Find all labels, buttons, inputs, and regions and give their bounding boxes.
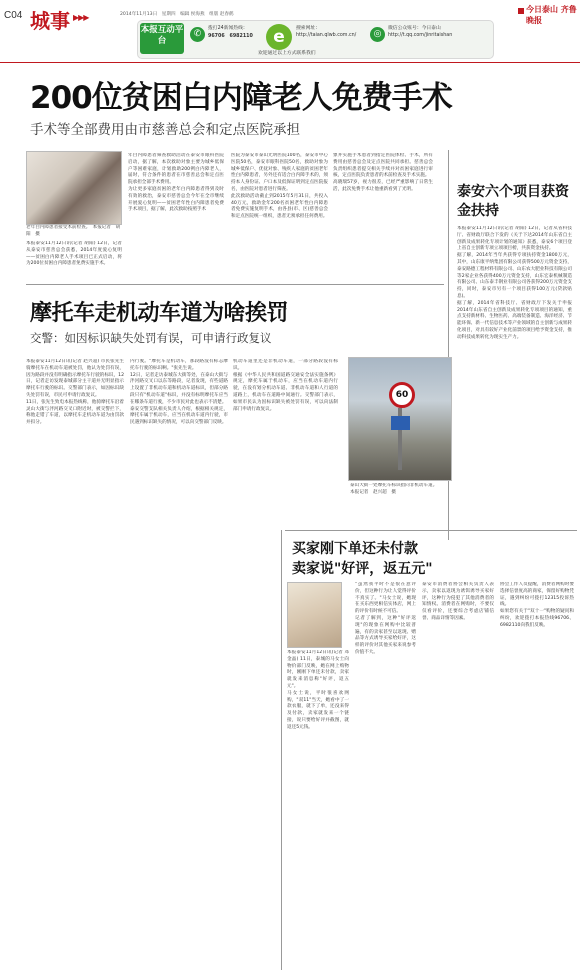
interaction-footer: 欢迎通过以上方式联系我们	[258, 51, 316, 56]
weixin-icon: ◎	[370, 27, 385, 42]
story4-col1: 本报泰安11月12日讯(记者 邓金晶) 11日，泰城的马女士向物价部门反映，她在网上购物时，刚刚下单还未付款，卖家就发来消息称"好评，返五元"。 马女士说，平时很喜欢网购，"双11"当天，她看中了一款衣服，就下了单，还没来得及付款，卖家就发来一个链接，说只要给好评并截图，就返还5元钱。	[287, 650, 349, 730]
dateline: 2014年11月13日 星期四 编辑 侯海燕 组版 赵春鹤	[120, 12, 234, 17]
story4-headline: 买家刚下单还未付款	[292, 541, 418, 557]
direction-sign	[391, 416, 410, 430]
section-title: 城事	[30, 9, 70, 33]
story3-col2: 内行驶。"摩托车是机动车，那段路没有标志摩托车行驶的标识啊。"张先生说。 12日，记者走访泰城东大街等处，在泰山大街与泮河路交叉口以东等路段，记者发现，有些道路上设置了非机动车道和机动车道标识，但部分路段只有"机动车道"标识，并没有标明摩托车应当在哪条车道行驶，不少市民对此也表示不清楚。 泰安交警支队相关负责人介绍，根据相关规定，摩托车属于机动车，应当在机动车道内行驶，市民遇到标识缺失的情况，可以向交警部门反映。	[130, 359, 228, 426]
story-divider	[285, 530, 577, 531]
story3-headline: 摩托车走机动车道为啥挨罚	[30, 301, 289, 326]
story3-photo-caption: 泰山大街一处摩托车标识指向非机动车道。 本报记者 赵兴超 摄	[350, 483, 440, 495]
page-number: C04	[4, 10, 23, 21]
story1-subhead: 手术等全部费用由市慈善总会和定点医院承担	[30, 122, 300, 138]
weixin-label: 微信公众账号：今日泰山	[388, 26, 441, 31]
weibo-url[interactable]: http://taian.qlwb.com.cn/	[296, 33, 357, 38]
story3-photo	[348, 357, 452, 481]
story2-headline: 泰安六个项目获资金扶持	[457, 184, 569, 219]
chevron-arrows-icon: ▶▶▶	[73, 13, 89, 22]
story1-headline: 200位贫困白内障老人免费手术	[30, 80, 452, 116]
story2-body: 本报泰安11月12日讯(记者 胡阳) 12日，记者从省科技厅、省财政厅联合下发的《关于下达2014年山东省自主创新及成果转化专项计划的通知》获悉，泰安6个项目登上省自主创新专项立项项目榜，共获资金扶持。 据了解，2014年当年共获得专项扶持资金1800万元，其中，山东康平纳集团有限公司获得500万元资金支持，泰安路德工程材料有限公司、山东农大肥业科技有限公司等2家企业各获得400万元资金支持，山东宏泰机械制造有限公司、山东泰丰钢业有限公司各获得200万元资金支持，同时，泰安市另有一个项目获得100万元(贷款贴息)。 据了解，2014年省科技厅、省财政厅下发关于申报2014年山东省自主创新及成果转化专项项目的通知，重点支持新材料、生物医药、高端装备制造、海洋经济、节能环保、新一代信息技术等产业领域的自主创新与成果转化项目，对具有较好产业化前景的项目给予资金支持，推动科技成果转化为现实生产力。	[457, 226, 572, 340]
spacer-dot	[345, 582, 346, 583]
story3-col3: 机动车道里还是非机动车道，一部分路段没有标识。 根据《中华人民共和国道路交通安全法实施条例》规定，摩托车属于机动车，应当在机动车道内行驶，在没有划分机动车道、非机动车道和人行道的道路上，机动车在道路中间通行。交警部门表示，如果市民认为因标识缺失被处罚有误，可以向法制部门申请行政复议。	[233, 359, 338, 412]
story1-photo-caption: 老年白内障患者接受术前检查。 本报记者 胡阳 摄	[26, 225, 121, 237]
column-divider	[281, 530, 282, 970]
interaction-tag: 本报互动平台	[140, 23, 184, 54]
story1-col4: 象并实施手术患者到指定医院体检、手术，所有费用由慈善总会及定点医院共同承担。慈善总会负责组织患者提交相关手续并对贫困家庭进行审核，定点医院负责患者的术前检查及手术实施。 高晓瑞57岁，视力很差，已经严重影响了日常生活，此次免费手术让他重新看到了光明。	[333, 153, 433, 192]
speed-limit-sign: 60	[389, 382, 415, 408]
weixin-url[interactable]: http://t.qq.com/jinritaishan	[388, 33, 453, 38]
column-divider	[448, 150, 449, 540]
story4-photo	[287, 582, 342, 648]
header-rule	[0, 62, 580, 63]
hotline-label: 拨打24新闻热线：	[208, 26, 248, 31]
web-e-icon: e	[266, 24, 292, 50]
story4-col2: "虽然我平时不是很在意评价，但这种行为让人觉得评价不真实了。"马女士说，她现在买东西更相信实体店，网上的评价有时候不可信。 记者了解到，这种"好评返现"的现象在网购中比较普遍，有的卖家甚至以返现、赠品等方式诱导买家给好评，这样的评价对其他买家来说参考价值不大。	[355, 582, 416, 655]
story4-col4: 协会工作人员提醒，消费者网购时要选择信誉度高的商家，保留好购物凭证，遇到纠纷可拨打12315投诉热线。 如果您有关于"双十一"购物的疑问和纠纷，欢迎拨打本报热线96706、6982110向我们反映。	[500, 582, 574, 628]
phone-icon: ✆	[190, 27, 205, 42]
interaction-platform-box	[137, 20, 494, 59]
weibo-label: 搜索网址：	[296, 26, 320, 31]
logo-mark-icon	[518, 8, 524, 14]
newspaper-logo: 今日泰山 齐鲁晚报	[526, 5, 577, 25]
story1-col3: 医院为泰安市泰山光明医院100名，泰安市中心医院50名，泰安市眼科医院50名，救助对象为城乡低保户、优抚对象、残疾人家庭的贫困老年性白内障患者，另外还有适合白内障手术的，须持本人身份证、户口本及低保证明到定点医院报名，由医院对患者进行筛查。 此次救助活动截止到2015年5月31日，共投入40万元，救助金年200名贫困老年性白内障患者免费实施复明手术，由各县(市、区)慈善总会和定点医院统一组织，患者无须承担任何费用。	[231, 153, 328, 220]
story-divider	[26, 284, 444, 285]
story1-col2: 年白内障患者筛查救助活动在泰安市眼科医院启动，据了解，本次救助对象主要为城乡低保户等困难家庭，计划救助200例白内障老人，届时，符合条件的患者在市慈善总会和定点医院承担全部手术费用。 为让更多家庭贫困的老年白内障患者得到及时有效的救治，泰安市慈善总会今年在全市继续开展爱心复明——贫困老年性白内障患者免费手术项目，据了解，此次救助按照手术	[128, 153, 224, 213]
hotline-numbers: 96706 6982110	[208, 34, 253, 39]
story3-col1: 本报泰安11月12日讯(记者 赵兴超) 市民张先生骑摩托车在机动车道被处罚，他认为处罚有误，因为路段并没有明确指示摩托车行驶的标识，12日，记者走访发现泰城部分主干道并无明显指示摩托车行驶的标识。交警部门表示，如因标识缺失处罚有误，市民可申请行政复议。 11日，张先生致电本报热线称，他骑摩托车沿着灵山大街与泮河路交叉口附近时，被交警拦下，称他走错了车道，以摩托车走机动车道为由罚款并扣分。	[26, 359, 124, 426]
story4-col3: 泰安市消费者协会相关负责人表示，卖家以返现为诱饵诱导买家好评，这种行为侵犯了其他消费者的知情权。消费者在网购时，不要仅仅看评价，还要综合考虑店铺信誉、商品详情等因素。	[422, 582, 494, 621]
story4-headline-line2: 卖家说"好评，返五元"	[292, 561, 433, 577]
story3-subhead: 交警：如因标识缺失处罚有误，可申请行政复议	[30, 331, 272, 345]
story1-photo	[26, 151, 122, 225]
story1-col1: 本报泰安11月12日讯(记者 胡阳) 12日，记者从泰安市慈善总会获悉，2014年度爱心复明——贫困白内障老人手术项目已正式启动，将为200位贫困白内障患者免费实施手术。	[26, 241, 122, 267]
